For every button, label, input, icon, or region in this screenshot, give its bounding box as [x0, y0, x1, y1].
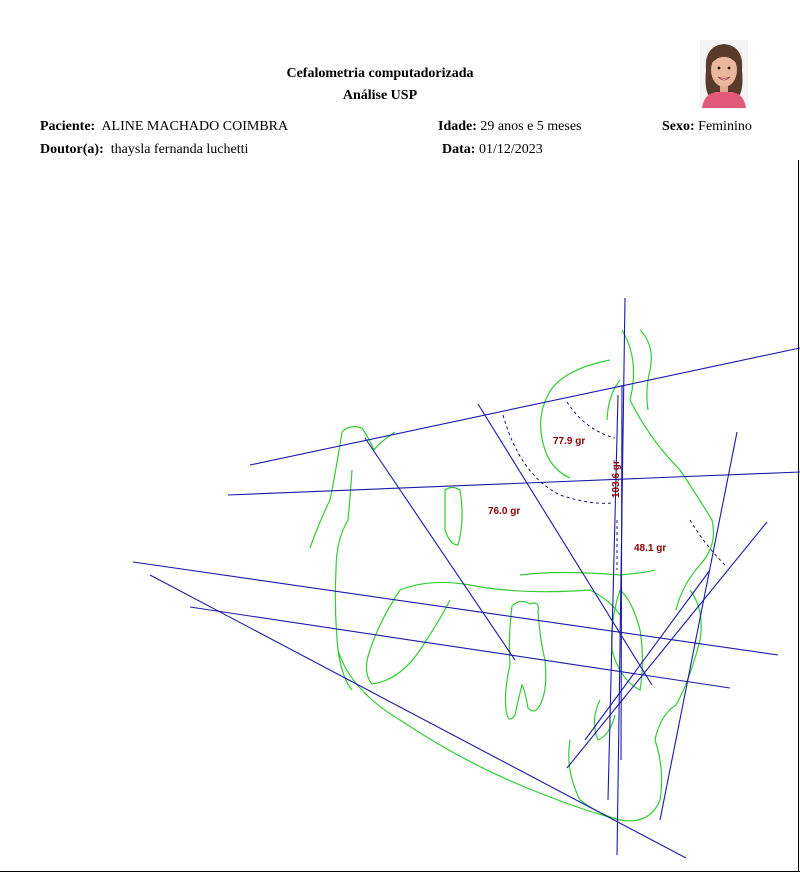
age-label: Idade:: [438, 119, 477, 134]
sex-value: Feminino: [698, 119, 752, 134]
angle-label-3: 76.0 gr: [488, 506, 521, 517]
mandible-outline: [338, 590, 701, 821]
date-label: Data:: [442, 142, 476, 157]
anatomical-tracing: [310, 330, 714, 821]
date-field: [442, 142, 543, 158]
patient-photo: [700, 40, 748, 108]
angle-label-4: 48.1 gr: [634, 543, 667, 554]
incisor-upper: [612, 590, 643, 690]
patient-name: ALINE MACHADO COIMBRA: [101, 119, 289, 134]
sella-outline: [342, 427, 395, 450]
angle-arc-3: [690, 520, 725, 565]
y-axis-line: [365, 438, 515, 660]
n-b-line: [608, 395, 618, 800]
cranial-base-outline: [541, 360, 610, 478]
cephalometric-tracing: [0, 160, 800, 872]
age-field: [438, 119, 582, 135]
palate-outline: [520, 570, 655, 575]
report-subtitle: Análise USP: [342, 88, 418, 103]
angle-label-2: 103.6 gr: [611, 460, 622, 498]
n-a-line: [621, 385, 622, 760]
sex-field: [662, 119, 752, 135]
mandibular-ramus-outline: [366, 590, 450, 684]
lower-incisor-axis-line: [567, 522, 767, 768]
frankfort-line: [228, 472, 800, 495]
clivus-outline: [335, 470, 352, 690]
ramus-line: [660, 432, 737, 820]
incisor-lower: [594, 700, 615, 740]
maxilla-outline: [400, 582, 620, 615]
anterior-cranial-contour: [622, 330, 714, 610]
pterygoid-outline: [445, 488, 462, 546]
date-value: 01/12/2023: [478, 142, 543, 157]
upper-incisor-axis-line: [585, 570, 710, 740]
reference-lines: [133, 298, 800, 858]
report-title: Cefalometria computadorizada: [286, 66, 474, 81]
sex-label: Sexo:: [662, 119, 695, 134]
angle-label-1: 77.9 gr: [553, 436, 586, 447]
patient-name-field: [40, 119, 288, 135]
patient-name-label: Paciente:: [40, 119, 96, 134]
doctor-field: [40, 142, 248, 158]
posterior-skull-outline: [310, 432, 342, 548]
doctor-label: Doutor(a):: [40, 142, 104, 157]
age-value: 29 anos e 5 meses: [480, 119, 582, 134]
chin-outline: [569, 740, 620, 820]
doctor-name: thaysla fernanda luchetti: [110, 142, 249, 157]
occlusal-plane-line: [190, 607, 730, 688]
mandibular-plane-line: [150, 575, 686, 858]
angle-arc-2: [503, 415, 612, 503]
nasal-contour: [640, 330, 651, 410]
sn-line: [250, 348, 800, 465]
